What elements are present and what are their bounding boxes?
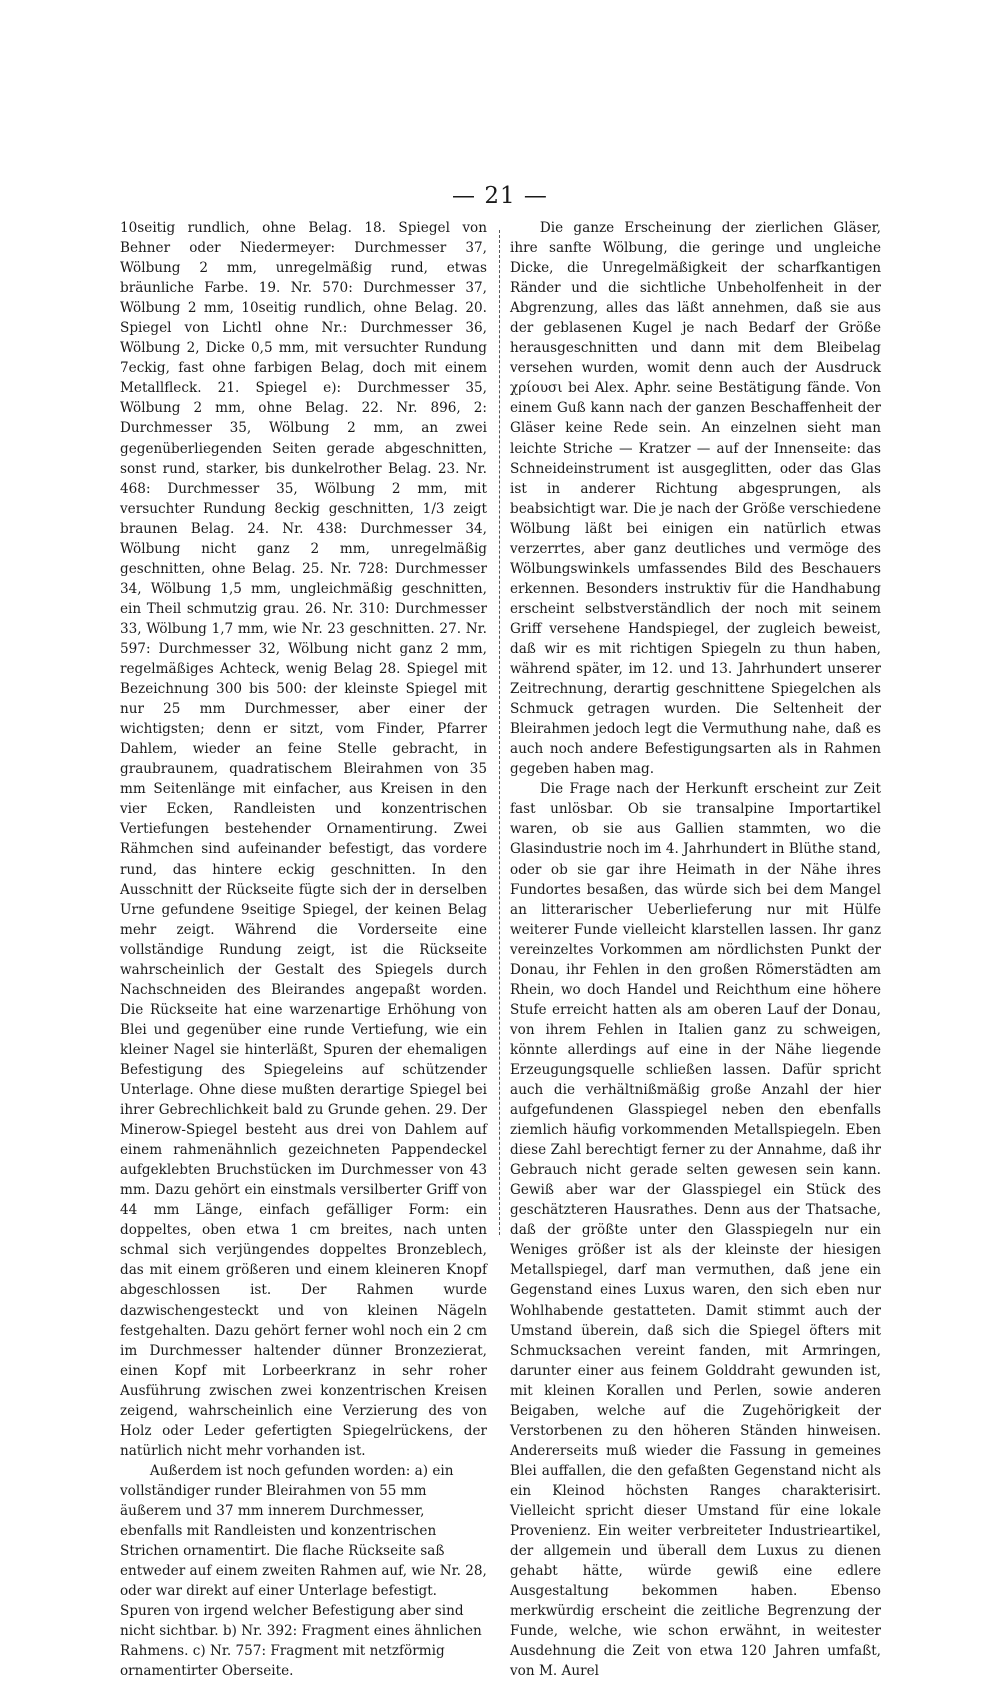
left-paragraph-found-items: Außerdem ist noch gefunden worden: a) ein vollständiger runder Bleirahmen von 55 mm äußerem und 37 mm innerem Durchmesser, ebenfalls mit Randleisten und konzentrischen Strichen ornamentirt. Die flache Rückseite saß entweder auf einem zweiten Rahmen auf, wie Nr. 28, oder war direkt auf einer Unterlage befestigt. Spuren von irgend welcher Befestigung aber sind nicht sichtbar. b) Nr. 392: Fragment eines ähnlichen Rahmens. c) Nr. 757: Fragment mit netzförmig ornamentirter Oberseite. — [120, 1462, 487, 1680]
right-paragraph-appearance: Die ganze Erscheinung der zierlichen Gläser, ihre sanfte Wölbung, die geringe und ungleiche Dicke, die Unregelmäßigkeit der scharfkantigen Ränder und die sichtliche Unbeholfenheit in der Abgrenzung, alles das läßt annehmen, daß sie aus der geblasenen Kugel je nach Bedarf der Größe herausgeschnitten und dann mit dem Bleibelag versehen wurden, womit denn auch der Ausdruck χρίουσι bei Alex. Aphr. seine Bestätigung fände. Von einem Guß kann nach der ganzen Beschaffenheit der Gläser keine Rede sein. An einzelnen sieht man leichte Striche — Kratzer — auf der Innenseite: das Schneideinstrument ist ausgeglitten, oder das Glas ist in anderer Richtung abgesprungen, als beabsichtigt war. Die je nach der Größe verschiedene Wölbung läßt bei einigen ein natürlich etwas verzerrtes, aber ganz deutliches und vermöge des Wölbungswinkels umfassendes Bild des Beschauers erkennen. Besonders instruktiv für die Handhabung erscheint selbstverständlich der noch mit seinem Griff versehene Handspiegel, der zugleich beweist, daß wir es mit richtigen Spiegeln zu thun haben, während später, im 12. und 13. Jahrhundert unserer Zeitrechnung, derartig geschnittene Spiegelchen als Schmuck getragen wurden. Die Seltenheit der Bleirahmen jedoch legt die Vermuthung nahe, daß es auch noch andere Befestigungsarten als in Rahmen gegeben haben mag. — [510, 220, 881, 778]
right-paragraph-origin-question: Die Frage nach der Herkunft erscheint zur Zeit fast unlösbar. Ob sie transalpine Importartikel waren, ob sie aus Gallien stammten, wo die Glasindustrie noch im 4. Jahrhundert in Blüthe stand, oder ob sie gar ihre Heimath in der Nähe ihres Fundortes besaßen, das würde sich bei dem Mangel an litterarischer Ueberlieferung nur mit Hülfe weiterer Funde vielleicht klarstellen lassen. Ihr ganz vereinzeltes Vorkommen am nördlichsten Punkt der Donau, ihr Fehlen in den großen Römerstädten am Rhein, wo doch Handel und Reichthum eine höhere Stufe erreicht hatten als am oberen Lauf der Donau, von ihrem Fehlen in Italien ganz zu schweigen, könnte allerdings auf eine in der Nähe liegende Erzeugungsquelle schließen lassen. Dafür spricht auch die verhältnißmäßig große Anzahl der hier aufgefundenen Glasspiegel neben den ebenfalls ziemlich häufig vorkommenden Metallspiegeln. Eben diese Zahl berechtigt ferner zu der Annahme, daß ihr Gebrauch nicht gerade selten gewesen sein kann. Gewiß aber war der Glasspiegel ein Stück des geschätzteren Hausrathes. Denn aus der Thatsache, daß der größte unter den Glasspiegeln nur ein Weniges größer ist als der kleinste der hiesigen Metallspiegel, darf man vermuthen, daß jene ein Gegenstand eines Luxus waren, den sich eben nur Wohlhabende gestatteten. Damit stimmt auch der Umstand überein, daß sich die Spiegel öfters mit Schmucksachen vereint fanden, mit Armringen, darunter einer aus feinem Golddraht gewunden ist, mit kleinen Korallen und Perlen, sowie anderen Beigaben, welche auf die Zugehörigkeit der Verstorbenen zu den höheren Ständen hinweisen. Andererseits muß wieder die Fassung in gemeines Blei auffallen, die den gefaßten Gegenstand nicht als ein Kleinod höchsten Ranges charakterisirt. Vielleicht spricht dieser Umstand für eine lokale Provenienz. Ein weiter verbreiteter Industrieartikel, der allgemein und überall dem Luxus zu dienen gehabt hätte, würde gewiß eine edlere Ausgestaltung bekommen haben. Ebenso merkwürdig erscheint die zeitliche Begrenzung der Funde, welche, wie schon erwähnt, in weitester Ausdehnung die Zeit von etwa 120 Jahren umfaßt, von M. Aurel — [510, 781, 881, 1680]
page-number: — 21 — — [452, 183, 548, 209]
column-divider — [499, 230, 500, 1235]
right-column — [510, 218, 881, 1681]
left-paragraph-continued: 10seitig rundlich, ohne Belag. 18. Spiegel von Behner oder Niedermeyer: Durchmesser 37, Wölbung 2 mm, unregelmäßig rund, etwas bräunliche Farbe. 19. Nr. 570: Durchmesser 37, Wölbung 2 mm, 10seitig rundlich, ohne Belag. 20. Spiegel von Lichtl ohne Nr.: Durchmesser 36, Wölbung 2, Dicke 0,5 mm, mit versuchter Rundung 7eckig, fast ohne farbigen Belag, doch mit einem Metallfleck. 21. Spiegel e): Durchmesser 35, Wölbung 2 mm, ohne Belag. 22. Nr. 896, 2: Durchmesser 35, Wölbung 2 mm, an zwei gegenüberliegenden Seiten gerade abgeschnitten, sonst rund, starker, bis dunkelrother Belag. 23. Nr. 468: Durchmesser 35, Wölbung 2 mm, mit versuchter Rundung 8eckig geschnitten, 1/3 zeigt braunen Belag. 24. Nr. 438: Durchmesser 34, Wölbung nicht ganz 2 mm, unregelmäßig geschnitten, ohne Belag. 25. Nr. 728: Durchmesser 34, Wölbung 1,5 mm, ungleichmäßig geschnitten, ein Theil schmutzig grau. 26. Nr. 310: Durchmesser 33, Wölbung 1,7 mm, wie Nr. 23 geschnitten. 27. Nr. 597: Durchmesser 32, Wölbung nicht ganz 2 mm, regelmäßiges Achteck, wenig Belag 28. Spiegel mit Bezeichnung 300 bis 500: der kleinste Spiegel mit nur 25 mm Durchmesser, aber einer der wichtigsten; denn er sitzt, vom Finder, Pfarrer Dahlem, wieder an feine Stelle gebracht, in graubraunem, quadratischem Bleirahmen von 35 mm Seitenlänge mit einfacher, aus Kreisen in den vier Ecken, Randleisten und konzentrischen Vertiefungen bestehender Ornamentirung. Zwei Rähmchen sind aufeinander befestigt, das vordere rund, das hintere eckig geschnitten. In den Ausschnitt der Rückseite fügte sich der in derselben Urne gefundene 9seitige Spiegel, der keinen Belag mehr zeigt. Während die Vorderseite eine vollständige Rundung zeigt, ist die Rückseite wahrscheinlich der Gestalt des Spiegels durch Nachschneiden des Bleirandes angepaßt worden. Die Rückseite hat eine warzenartige Erhöhung von Blei und gegenüber eine runde Vertiefung, wie ein kleiner Nagel sie hinterläßt, Spuren der ehemaligen Befestigung des Spiegeleins auf schützender Unterlage. Ohne diese mußten derartige Spiegel bei ihrer Gebrechlichkeit bald zu Grunde gehen. 29. Der Minerow-Spiegel besteht aus drei von Dahlem auf einem rahmenähnlich gezeichneten Pappendeckel aufgeklebten Bruchstücken im Durchmesser von 43 mm. Dazu gehört ein einstmals versilberter Griff von 44 mm Länge, einfach gefälliger Form: ein doppeltes, oben etwa 1 cm breites, nach unten schmal sich verjüngendes doppeltes Bronzeblech, das mit einem größeren und einem kleineren Knopf abgeschlossen ist. Der Rahmen wurde dazwischengesteckt und von kleinen Nägeln festgehalten. Dazu gehört ferner wohl noch ein 2 cm im Durchmesser haltender dünner Bronzezierat, einen Kopf mit Lorbeerkranz in sehr roher Ausführung zwischen zwei konzentrischen Kreisen zeigend, wahrscheinlich eine Verzierung des von Holz oder Leder gefertigten Spiegelrückens, der natürlich nicht mehr vorhanden ist. — [120, 220, 487, 1459]
left-column — [120, 218, 487, 1681]
